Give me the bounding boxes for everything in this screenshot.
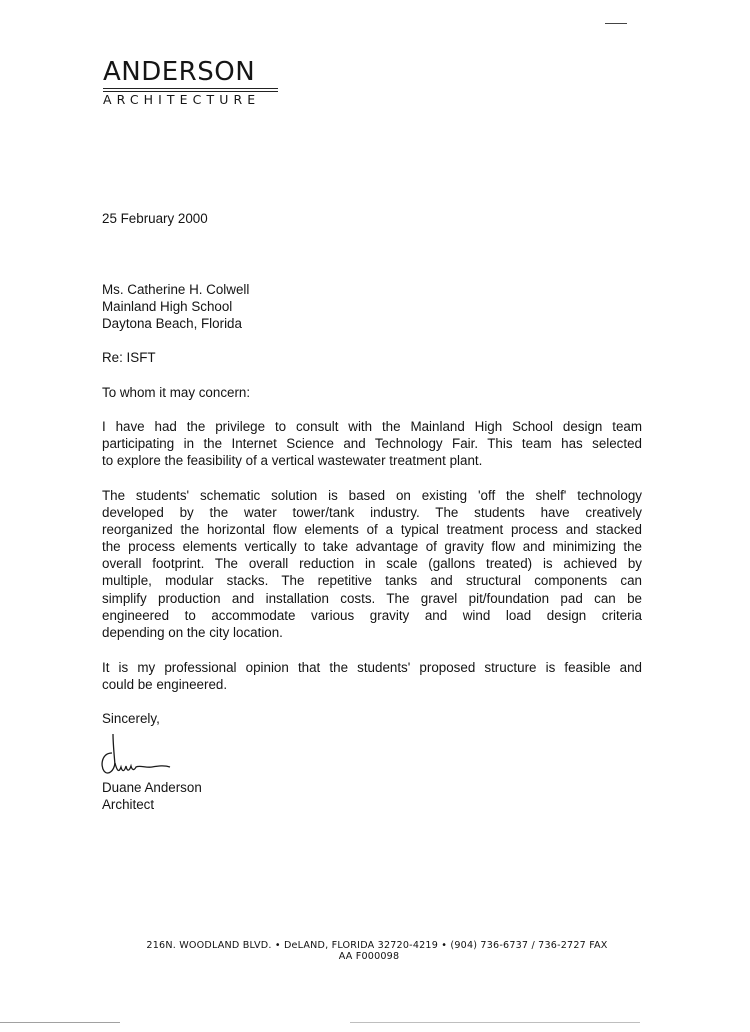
- paragraph-line: overall footprint. The overall reduction in scale (gallons treated) is achieved by: [102, 556, 642, 572]
- body-paragraph-2: [102, 487, 642, 641]
- footer-address: 216N. WOODLAND BLVD. • DeLAND, FLORIDA 32720-4219 • (904) 736-6737 / 736-2727 FAX: [146, 940, 608, 951]
- letterhead-logo: [103, 58, 278, 107]
- scan-artifact-line: [0, 1022, 120, 1023]
- paragraph-line: to explore the feasibility of a vertical wastewater treatment plant.: [102, 453, 483, 469]
- recipient-organization: Mainland High School: [102, 299, 233, 314]
- paragraph-line: reorganized the horizontal flow elements of a typical treatment process and stacked: [102, 522, 642, 538]
- recipient-name: Ms. Catherine H. Colwell: [102, 282, 250, 297]
- paragraph-line: multiple, modular stacks. The repetitive tanks and structural components can: [102, 573, 642, 589]
- paragraph-line: I have had the privilege to consult with the Mainland High School design team: [102, 419, 642, 434]
- letter-date: 25 February 2000: [102, 211, 208, 226]
- paragraph-line: could be engineered.: [102, 677, 228, 693]
- footer-license: AA F000098: [338, 951, 400, 962]
- subject-line: Re: ISFT: [102, 350, 156, 365]
- signature-image: [98, 731, 178, 779]
- closing: Sincerely,: [102, 711, 160, 726]
- paragraph-line: engineered to accommodate various gravity and wind load design criteria: [102, 607, 642, 623]
- paragraph-line: The students' schematic solution is based on existing 'off the shelf' technology: [102, 488, 642, 503]
- company-subtitle: ARCHITECTURE: [103, 92, 261, 107]
- scan-artifact-line: [605, 23, 627, 24]
- company-name: ANDERSON: [103, 57, 256, 87]
- paragraph-line: developed by the water tower/tank industry. The students have creatively: [102, 505, 642, 521]
- paragraph-line: It is my professional opinion that the students' proposed structure is feasible and: [102, 660, 642, 675]
- salutation: To whom it may concern:: [102, 385, 251, 400]
- paragraph-line: depending on the city location.: [102, 624, 283, 640]
- paragraph-line: participating in the Internet Science and Technology Fair. This team has selected: [102, 436, 642, 452]
- body-paragraph-1: [102, 418, 642, 469]
- scan-artifact-line: [350, 1022, 640, 1023]
- signer-title: Architect: [102, 797, 155, 812]
- signer-name: Duane Anderson: [102, 780, 202, 795]
- body-paragraph-3: [102, 659, 642, 693]
- logo-rule: [103, 88, 278, 89]
- paragraph-line: simplify production and installation costs. The gravel pit/foundation pad can be: [102, 590, 642, 606]
- paragraph-line: the process elements vertically to take advantage of gravity flow and minimizing the: [102, 539, 642, 555]
- recipient-city: Daytona Beach, Florida: [102, 316, 242, 331]
